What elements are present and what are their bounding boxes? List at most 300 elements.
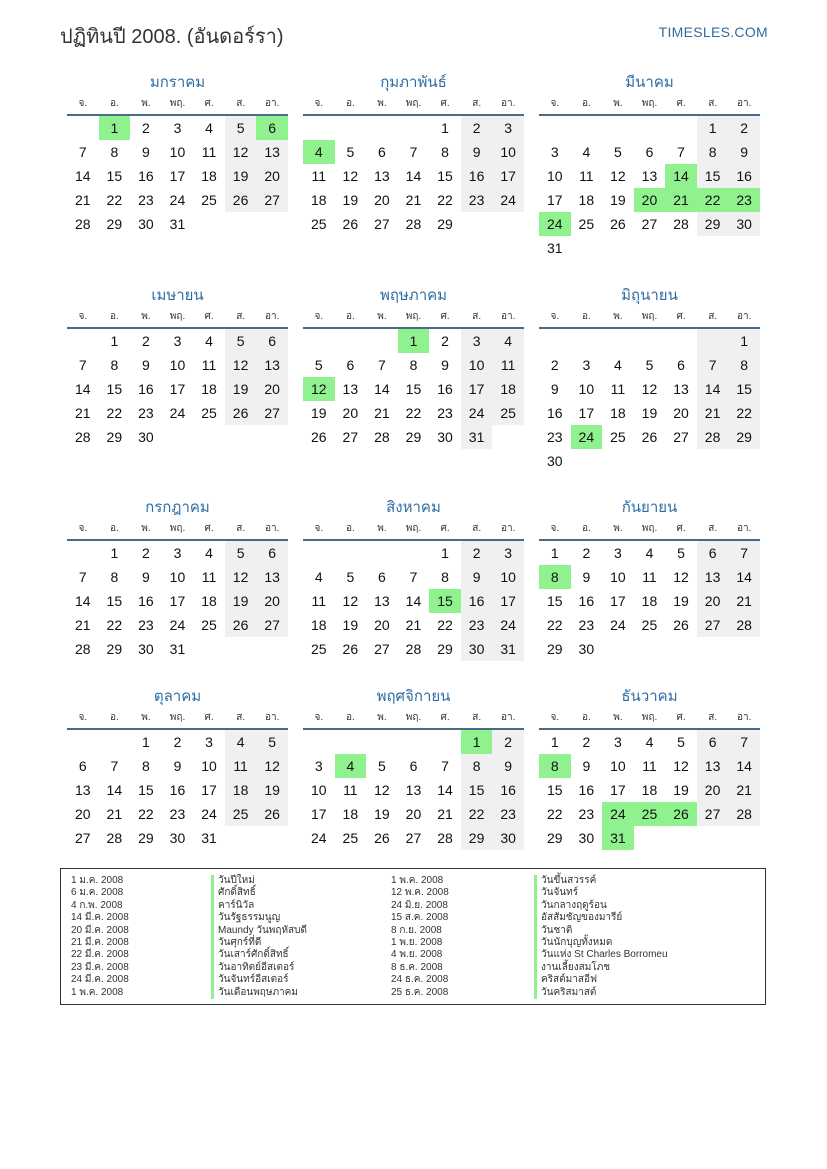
day-cell[interactable]: 31 (169, 216, 186, 232)
day-cell[interactable]: 28 (673, 216, 689, 232)
day-cell[interactable]: 9 (492, 754, 524, 778)
day-cell[interactable]: 27 (374, 216, 390, 232)
day-cell[interactable]: 7 (409, 569, 418, 585)
day-cell[interactable]: 16 (461, 589, 493, 613)
day-cell[interactable]: 3 (314, 758, 323, 774)
day-cell[interactable]: 1 (441, 120, 449, 136)
day-cell[interactable]: 6 (256, 541, 288, 565)
day-cell[interactable]: 28 (74, 429, 91, 445)
day-cell[interactable]: 14 (106, 782, 123, 798)
day-cell[interactable]: 6 (697, 730, 729, 754)
day-cell[interactable]: 29 (138, 830, 154, 846)
day-cell[interactable]: 10 (169, 357, 186, 373)
day-cell[interactable]: 8 (110, 569, 119, 585)
day-cell[interactable]: 22 (546, 806, 563, 822)
day-cell[interactable]: 15 (106, 593, 123, 609)
day-cell[interactable]: 10 (578, 381, 595, 397)
day-cell[interactable]: 22 (106, 192, 123, 208)
day-cell[interactable]: 9 (582, 569, 591, 585)
day-cell[interactable]: 12 (225, 140, 257, 164)
day-cell[interactable]: 27 (374, 641, 390, 657)
day-cell[interactable]: 2 (173, 734, 182, 750)
day-cell[interactable]: 18 (225, 778, 257, 802)
day-cell[interactable]: 23 (546, 429, 563, 445)
day-cell[interactable]: 18 (201, 381, 217, 397)
day-cell[interactable]: 16 (138, 381, 154, 397)
day-cell[interactable]: 15 (106, 381, 123, 397)
day-cell[interactable]: 18 (310, 617, 327, 633)
day-cell[interactable]: 7 (697, 353, 729, 377)
day-cell[interactable]: 10 (201, 758, 217, 774)
day-cell[interactable]: 13 (374, 593, 390, 609)
day-cell[interactable]: 8 (461, 754, 493, 778)
day-cell[interactable]: 4 (492, 329, 524, 353)
day-cell[interactable]: 21 (74, 405, 91, 421)
day-cell[interactable]: 22 (405, 405, 422, 421)
day-cell[interactable]: 11 (311, 168, 327, 184)
day-cell[interactable]: 24 (169, 192, 186, 208)
day-cell[interactable]: 19 (342, 617, 359, 633)
day-cell[interactable]: 11 (201, 357, 217, 373)
day-cell[interactable]: 24 (492, 613, 524, 637)
day-cell[interactable]: 15 (405, 381, 422, 397)
day-cell[interactable]: 10 (169, 569, 186, 585)
day-cell[interactable]: 25 (492, 401, 524, 425)
day-cell[interactable]: 17 (201, 782, 217, 798)
day-cell[interactable]: 11 (201, 144, 217, 160)
day-cell[interactable]: 10 (610, 758, 626, 774)
holiday-day-cell[interactable]: 23 (728, 188, 760, 212)
day-cell[interactable]: 6 (677, 357, 685, 373)
day-cell[interactable]: 24 (610, 617, 626, 633)
day-cell[interactable]: 10 (492, 140, 524, 164)
day-cell[interactable]: 21 (437, 806, 453, 822)
day-cell[interactable]: 5 (645, 357, 654, 373)
holiday-day-cell[interactable]: 8 (539, 565, 571, 589)
day-cell[interactable]: 18 (578, 192, 595, 208)
day-cell[interactable]: 27 (74, 830, 91, 846)
day-cell[interactable]: 5 (346, 144, 355, 160)
day-cell[interactable]: 8 (409, 357, 418, 373)
day-cell[interactable]: 14 (74, 168, 91, 184)
day-cell[interactable]: 17 (461, 377, 493, 401)
day-cell[interactable]: 20 (256, 164, 288, 188)
day-cell[interactable]: 29 (106, 641, 123, 657)
day-cell[interactable]: 9 (461, 140, 493, 164)
day-cell[interactable]: 8 (441, 569, 449, 585)
day-cell[interactable]: 15 (437, 168, 453, 184)
holiday-day-cell[interactable]: 21 (665, 188, 697, 212)
day-cell[interactable]: 3 (173, 333, 182, 349)
day-cell[interactable]: 7 (78, 357, 87, 373)
day-cell[interactable]: 25 (610, 429, 626, 445)
day-cell[interactable]: 2 (142, 545, 150, 561)
day-cell[interactable]: 13 (256, 140, 288, 164)
day-cell[interactable]: 23 (578, 806, 595, 822)
day-cell[interactable]: 30 (138, 429, 154, 445)
day-cell[interactable]: 18 (201, 168, 217, 184)
day-cell[interactable]: 28 (74, 216, 91, 232)
day-cell[interactable]: 19 (256, 778, 288, 802)
day-cell[interactable]: 22 (106, 405, 123, 421)
day-cell[interactable]: 2 (142, 333, 150, 349)
day-cell[interactable]: 28 (374, 429, 390, 445)
day-cell[interactable]: 17 (310, 806, 327, 822)
day-cell[interactable]: 19 (342, 192, 359, 208)
day-cell[interactable]: 31 (461, 425, 493, 449)
day-cell[interactable]: 17 (492, 589, 524, 613)
day-cell[interactable]: 6 (378, 569, 386, 585)
day-cell[interactable]: 23 (138, 617, 154, 633)
day-cell[interactable]: 7 (728, 541, 760, 565)
day-cell[interactable]: 29 (405, 429, 422, 445)
day-cell[interactable]: 16 (492, 778, 524, 802)
day-cell[interactable]: 18 (201, 593, 217, 609)
day-cell[interactable]: 23 (437, 405, 453, 421)
day-cell[interactable]: 8 (441, 144, 449, 160)
day-cell[interactable]: 31 (546, 240, 563, 256)
day-cell[interactable]: 16 (546, 405, 563, 421)
day-cell[interactable]: 9 (550, 381, 559, 397)
day-cell[interactable]: 15 (728, 377, 760, 401)
day-cell[interactable]: 26 (225, 401, 257, 425)
holiday-day-cell[interactable]: 24 (571, 425, 603, 449)
day-cell[interactable]: 9 (441, 357, 449, 373)
day-cell[interactable]: 22 (437, 192, 453, 208)
day-cell[interactable]: 5 (225, 329, 257, 353)
day-cell[interactable]: 11 (311, 593, 327, 609)
day-cell[interactable]: 1 (550, 545, 559, 561)
day-cell[interactable]: 27 (256, 613, 288, 637)
holiday-day-cell[interactable]: 20 (634, 188, 666, 212)
day-cell[interactable]: 17 (546, 192, 563, 208)
day-cell[interactable]: 19 (673, 593, 689, 609)
day-cell[interactable]: 2 (142, 120, 150, 136)
day-cell[interactable]: 11 (343, 782, 358, 798)
day-cell[interactable]: 30 (138, 641, 154, 657)
day-cell[interactable]: 25 (201, 405, 217, 421)
day-cell[interactable]: 19 (225, 164, 257, 188)
day-cell[interactable]: 11 (492, 353, 524, 377)
day-cell[interactable]: 30 (437, 429, 453, 445)
day-cell[interactable]: 3 (582, 357, 591, 373)
day-cell[interactable]: 23 (578, 617, 595, 633)
holiday-day-cell[interactable]: 1 (398, 329, 430, 353)
day-cell[interactable]: 27 (697, 613, 729, 637)
day-cell[interactable]: 16 (169, 782, 186, 798)
day-cell[interactable]: 4 (614, 357, 622, 373)
day-cell[interactable]: 18 (342, 806, 359, 822)
day-cell[interactable]: 20 (673, 405, 689, 421)
day-cell[interactable]: 31 (169, 641, 186, 657)
day-cell[interactable]: 1 (697, 116, 729, 140)
day-cell[interactable]: 29 (106, 216, 123, 232)
day-cell[interactable]: 26 (374, 830, 390, 846)
day-cell[interactable]: 12 (610, 168, 626, 184)
day-cell[interactable]: 9 (728, 140, 760, 164)
day-cell[interactable]: 1 (728, 329, 760, 353)
day-cell[interactable]: 12 (641, 381, 658, 397)
day-cell[interactable]: 3 (492, 116, 524, 140)
day-cell[interactable]: 14 (728, 754, 760, 778)
holiday-day-cell[interactable]: 26 (665, 802, 697, 826)
day-cell[interactable]: 16 (437, 381, 453, 397)
day-cell[interactable]: 7 (677, 144, 685, 160)
day-cell[interactable]: 24 (310, 830, 327, 846)
holiday-day-cell[interactable]: 1 (461, 730, 493, 754)
day-cell[interactable]: 17 (169, 381, 186, 397)
day-cell[interactable]: 26 (641, 429, 658, 445)
day-cell[interactable]: 25 (310, 216, 327, 232)
day-cell[interactable]: 4 (645, 545, 654, 561)
day-cell[interactable]: 16 (578, 782, 595, 798)
day-cell[interactable]: 21 (106, 806, 123, 822)
day-cell[interactable]: 6 (697, 541, 729, 565)
day-cell[interactable]: 5 (346, 569, 355, 585)
day-cell[interactable]: 3 (173, 545, 182, 561)
day-cell[interactable]: 4 (205, 545, 213, 561)
day-cell[interactable]: 26 (256, 802, 288, 826)
day-cell[interactable]: 3 (173, 120, 182, 136)
day-cell[interactable]: 21 (728, 778, 760, 802)
day-cell[interactable]: 5 (225, 541, 257, 565)
day-cell[interactable]: 6 (78, 758, 87, 774)
day-cell[interactable]: 27 (697, 802, 729, 826)
day-cell[interactable]: 13 (405, 782, 422, 798)
day-cell[interactable]: 3 (461, 329, 493, 353)
holiday-day-cell[interactable]: 24 (602, 802, 634, 826)
day-cell[interactable]: 28 (728, 802, 760, 826)
day-cell[interactable]: 26 (225, 188, 257, 212)
day-cell[interactable]: 10 (461, 353, 493, 377)
day-cell[interactable]: 15 (697, 164, 729, 188)
day-cell[interactable]: 26 (342, 216, 359, 232)
day-cell[interactable]: 28 (405, 641, 422, 657)
day-cell[interactable]: 2 (492, 730, 524, 754)
day-cell[interactable]: 21 (697, 401, 729, 425)
day-cell[interactable]: 29 (461, 826, 493, 850)
day-cell[interactable]: 23 (138, 192, 154, 208)
day-cell[interactable]: 30 (169, 830, 186, 846)
day-cell[interactable]: 5 (378, 758, 386, 774)
day-cell[interactable]: 4 (582, 144, 591, 160)
day-cell[interactable]: 21 (405, 617, 422, 633)
day-cell[interactable]: 20 (256, 377, 288, 401)
day-cell[interactable]: 12 (673, 569, 689, 585)
day-cell[interactable]: 9 (461, 565, 493, 589)
day-cell[interactable]: 21 (374, 405, 390, 421)
day-cell[interactable]: 28 (74, 641, 91, 657)
day-cell[interactable]: 12 (225, 353, 257, 377)
day-cell[interactable]: 26 (342, 641, 359, 657)
day-cell[interactable]: 17 (610, 593, 626, 609)
day-cell[interactable]: 25 (225, 802, 257, 826)
day-cell[interactable]: 22 (546, 617, 563, 633)
day-cell[interactable]: 25 (578, 216, 595, 232)
holiday-day-cell[interactable]: 8 (539, 754, 571, 778)
day-cell[interactable]: 17 (169, 168, 186, 184)
day-cell[interactable]: 29 (437, 641, 453, 657)
day-cell[interactable]: 23 (492, 802, 524, 826)
day-cell[interactable]: 16 (138, 168, 154, 184)
day-cell[interactable]: 24 (461, 401, 493, 425)
day-cell[interactable]: 23 (169, 806, 186, 822)
day-cell[interactable]: 3 (205, 734, 213, 750)
day-cell[interactable]: 13 (641, 168, 658, 184)
day-cell[interactable]: 13 (256, 565, 288, 589)
day-cell[interactable]: 29 (697, 212, 729, 236)
day-cell[interactable]: 6 (256, 329, 288, 353)
day-cell[interactable]: 19 (610, 192, 626, 208)
day-cell[interactable]: 4 (205, 333, 213, 349)
day-cell[interactable]: 19 (310, 405, 327, 421)
day-cell[interactable]: 27 (641, 216, 658, 232)
day-cell[interactable]: 16 (578, 593, 595, 609)
day-cell[interactable]: 29 (728, 425, 760, 449)
day-cell[interactable]: 20 (697, 589, 729, 613)
day-cell[interactable]: 13 (342, 381, 359, 397)
day-cell[interactable]: 16 (138, 593, 154, 609)
day-cell[interactable]: 3 (614, 734, 622, 750)
day-cell[interactable]: 21 (74, 617, 91, 633)
day-cell[interactable]: 12 (374, 782, 390, 798)
day-cell[interactable]: 5 (614, 144, 622, 160)
day-cell[interactable]: 18 (492, 377, 524, 401)
day-cell[interactable]: 28 (697, 425, 729, 449)
day-cell[interactable]: 16 (461, 164, 493, 188)
day-cell[interactable]: 9 (173, 758, 182, 774)
day-cell[interactable]: 2 (441, 333, 449, 349)
day-cell[interactable]: 11 (610, 381, 626, 397)
day-cell[interactable]: 20 (374, 617, 390, 633)
day-cell[interactable]: 24 (201, 806, 217, 822)
day-cell[interactable]: 22 (437, 617, 453, 633)
day-cell[interactable]: 11 (201, 569, 217, 585)
day-cell[interactable]: 10 (546, 168, 563, 184)
day-cell[interactable]: 7 (78, 569, 87, 585)
day-cell[interactable]: 8 (110, 144, 119, 160)
holiday-day-cell[interactable]: 14 (665, 164, 697, 188)
day-cell[interactable]: 28 (437, 830, 453, 846)
day-cell[interactable]: 29 (546, 830, 563, 846)
day-cell[interactable]: 3 (550, 144, 559, 160)
day-cell[interactable]: 17 (578, 405, 595, 421)
day-cell[interactable]: 21 (728, 589, 760, 613)
day-cell[interactable]: 6 (346, 357, 355, 373)
day-cell[interactable]: 30 (461, 637, 493, 661)
day-cell[interactable]: 12 (256, 754, 288, 778)
day-cell[interactable]: 8 (142, 758, 150, 774)
day-cell[interactable]: 25 (201, 617, 217, 633)
day-cell[interactable]: 20 (697, 778, 729, 802)
day-cell[interactable]: 9 (142, 144, 150, 160)
day-cell[interactable]: 13 (374, 168, 390, 184)
day-cell[interactable]: 20 (374, 192, 390, 208)
day-cell[interactable]: 23 (461, 188, 493, 212)
day-cell[interactable]: 18 (310, 192, 327, 208)
day-cell[interactable]: 28 (405, 216, 422, 232)
day-cell[interactable]: 1 (110, 333, 119, 349)
day-cell[interactable]: 7 (409, 144, 418, 160)
day-cell[interactable]: 17 (492, 164, 524, 188)
day-cell[interactable]: 16 (728, 164, 760, 188)
day-cell[interactable]: 12 (342, 593, 359, 609)
day-cell[interactable]: 12 (225, 565, 257, 589)
day-cell[interactable]: 7 (441, 758, 449, 774)
day-cell[interactable]: 15 (106, 168, 123, 184)
day-cell[interactable]: 19 (673, 782, 689, 798)
day-cell[interactable]: 13 (697, 565, 729, 589)
day-cell[interactable]: 26 (673, 617, 689, 633)
day-cell[interactable]: 25 (201, 192, 217, 208)
day-cell[interactable]: 6 (409, 758, 418, 774)
day-cell[interactable]: 8 (728, 353, 760, 377)
day-cell[interactable]: 24 (169, 405, 186, 421)
day-cell[interactable]: 28 (728, 613, 760, 637)
day-cell[interactable]: 29 (546, 641, 563, 657)
day-cell[interactable]: 17 (169, 593, 186, 609)
day-cell[interactable]: 25 (342, 830, 359, 846)
holiday-day-cell[interactable]: 4 (335, 754, 367, 778)
day-cell[interactable]: 13 (74, 782, 91, 798)
day-cell[interactable]: 2 (461, 541, 493, 565)
day-cell[interactable]: 6 (645, 144, 654, 160)
day-cell[interactable]: 2 (550, 357, 559, 373)
day-cell[interactable]: 27 (405, 830, 422, 846)
day-cell[interactable]: 14 (374, 381, 390, 397)
day-cell[interactable]: 2 (582, 734, 591, 750)
day-cell[interactable]: 14 (697, 377, 729, 401)
day-cell[interactable]: 3 (492, 541, 524, 565)
day-cell[interactable]: 30 (546, 453, 563, 469)
day-cell[interactable]: 5 (256, 730, 288, 754)
day-cell[interactable]: 27 (256, 401, 288, 425)
day-cell[interactable]: 27 (256, 188, 288, 212)
day-cell[interactable]: 5 (314, 357, 323, 373)
day-cell[interactable]: 14 (437, 782, 453, 798)
day-cell[interactable]: 2 (582, 545, 591, 561)
day-cell[interactable]: 13 (256, 353, 288, 377)
day-cell[interactable]: 29 (437, 216, 453, 232)
day-cell[interactable]: 13 (697, 754, 729, 778)
day-cell[interactable]: 19 (641, 405, 658, 421)
day-cell[interactable]: 30 (578, 830, 595, 846)
site-brand[interactable]: TIMESLES.COM (658, 24, 768, 40)
day-cell[interactable]: 11 (579, 168, 594, 184)
holiday-day-cell[interactable]: 15 (429, 589, 461, 613)
day-cell[interactable]: 17 (610, 782, 626, 798)
day-cell[interactable]: 10 (310, 782, 327, 798)
holiday-day-cell[interactable]: 25 (634, 802, 666, 826)
day-cell[interactable]: 20 (256, 589, 288, 613)
day-cell[interactable]: 14 (728, 565, 760, 589)
day-cell[interactable]: 5 (677, 734, 685, 750)
day-cell[interactable]: 9 (582, 758, 591, 774)
holiday-day-cell[interactable]: 1 (99, 116, 131, 140)
day-cell[interactable]: 18 (641, 593, 658, 609)
day-cell[interactable]: 22 (728, 401, 760, 425)
day-cell[interactable]: 7 (78, 144, 87, 160)
day-cell[interactable]: 9 (142, 357, 150, 373)
day-cell[interactable]: 3 (614, 545, 622, 561)
day-cell[interactable]: 4 (205, 120, 213, 136)
day-cell[interactable]: 23 (138, 405, 154, 421)
holiday-day-cell[interactable]: 12 (303, 377, 335, 401)
day-cell[interactable]: 12 (342, 168, 359, 184)
day-cell[interactable]: 20 (405, 806, 422, 822)
day-cell[interactable]: 21 (74, 192, 91, 208)
day-cell[interactable]: 11 (642, 569, 657, 585)
